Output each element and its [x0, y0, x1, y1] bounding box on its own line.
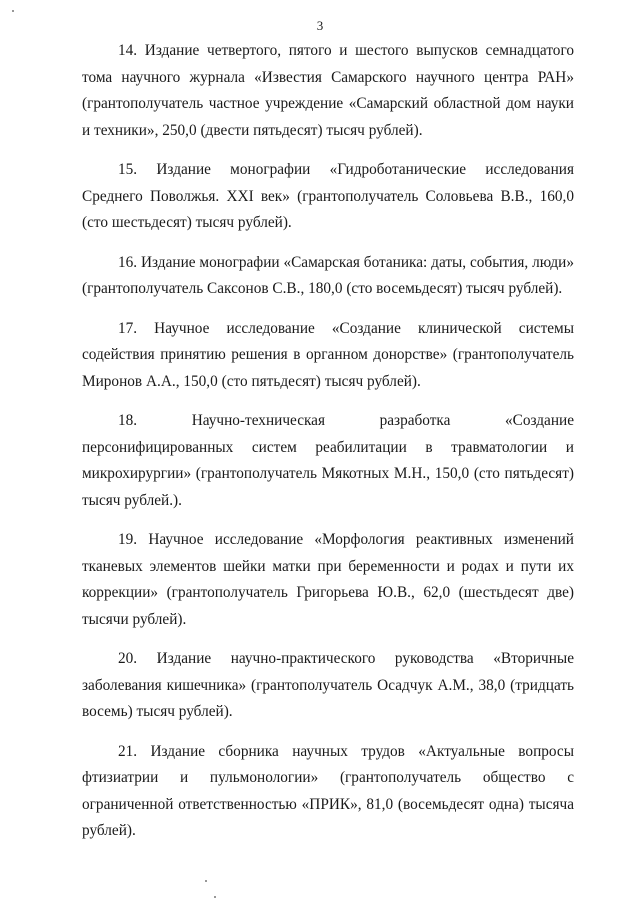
list-item: 16. Издание монографии «Самарская ботаника: даты, события, люди» (грантополучатель Саксонов С.В., 180,0 (сто восемьдесят) тысяч рублей). — [82, 253, 574, 297]
page-number: 3 — [316, 18, 324, 33]
list-item: 17. Научное исследование «Создание клинической системы содействия принятию решения в органном донорстве» (грантополучатель Миронов А.А., 150,0 (сто пятьдесят) тысяч рублей). — [82, 319, 574, 390]
list-item: 15. Издание монографии «Гидроботанические исследования Среднего Поволжья. XXI век» (грантополучатель Соловьева В.В., 160,0 (сто шестьдесят) тысяч рублей). — [82, 161, 574, 231]
list-item: 18. Научно-техническая разработка «Создание персонифицированных систем реабилитации в травматологии и микрохирургии» (грантополучатель Мякотных М.Н., 150,0 (сто пятьдесят) тысяч рублей.). — [82, 412, 574, 509]
scan-speck — [205, 880, 207, 882]
list-item: 14. Издание четвертого, пятого и шестого выпусков семнадцатого тома научного журнала «Известия Самарского научного центра РАН» (грантополучатель частное учреждение «Самарский областной дом науки и техники», 250,0 (двести пятьдесят) тысяч рублей). — [82, 42, 574, 139]
document-body — [82, 38, 574, 858]
list-item: 19. Научное исследование «Морфология реактивных изменений тканевых элементов шейки матки при беременности и родах и пути их коррекции» (грантополучатель Григорьева Ю.В., 62,0 (шестьдесят две) тысячи рублей). — [82, 531, 574, 628]
list-item: 21. Издание сборника научных трудов «Актуальные вопросы фтизиатрии и пульмонологии» (грантополучатель общество с ограниченной ответственностью «ПРИК», 81,0 (восемьдесят одна) тысяча рублей). — [82, 742, 574, 839]
list-item: 20. Издание научно-практического руководства «Вторичные заболевания кишечника» (грантополучатель Осадчук А.М., 38,0 (тридцать восемь) тысяч рублей). — [82, 650, 574, 720]
scan-speck — [12, 10, 14, 12]
scan-speck — [214, 896, 216, 898]
